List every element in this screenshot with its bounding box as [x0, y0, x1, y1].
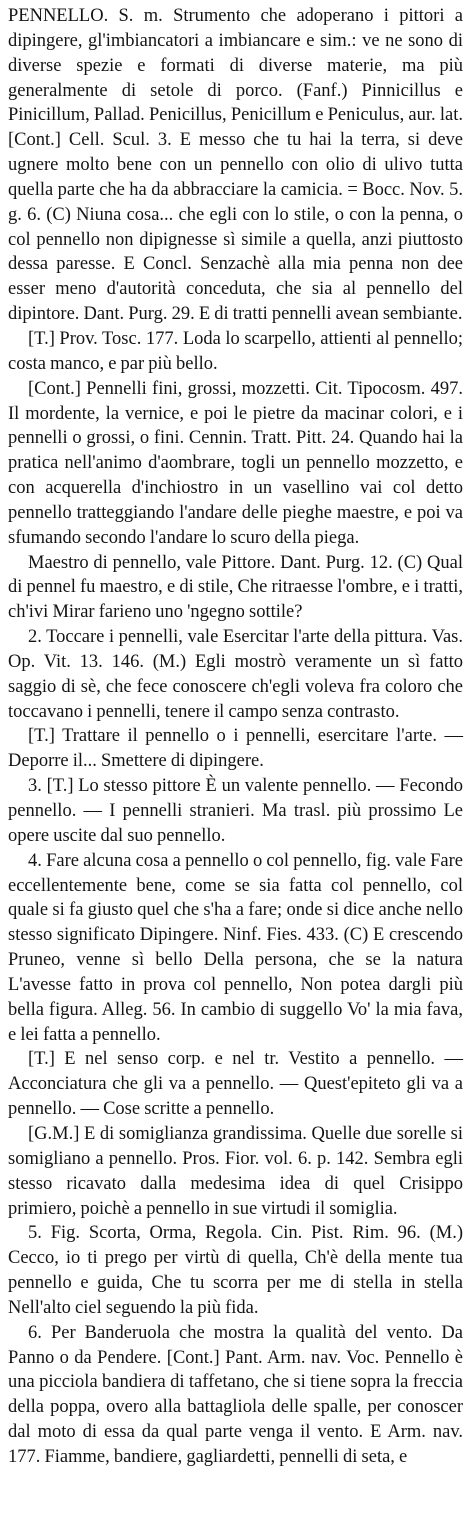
entry-somiglianza: [G.M.] E di somiglianza grandissima. Quelle due sorelle si somigliano a pennello. Pros. Fior. vol. 6. p. 142. Sembra egli stesso ricavato dalla medesima idea di quel Crisippo primiero, poichè a pennello in sue virtudi il somiglia.	[8, 1123, 463, 1219]
entry-pennelli-fini: [Cont.] Pennelli fini, grossi, mozzetti. Cit. Tipocosm. 497. Il mordente, la vernice, e poi le pietre da macinar colori, e i pennelli o grossi, o fini. Cennin. Tratt. Pitt. 24. Quando hai la pratica nell'animo d'aombrare, togli un pennello mozzetto, e con acquerella d'inchiostro in un vasellino vai col detto pennello tratteggiando l'andare delle pieghe maestre, e poi va sfumando secondo l'andare lo scuro della piega.	[8, 378, 463, 548]
entry-vestito-a-pennello: [T.] E nel senso corp. e nel tr. Vestito a pennello. — Acconciatura che gli va a pennello. — Quest'epiteto gli va a pennello. — Cose scritte a pennello.	[8, 1049, 463, 1120]
entry-sense-6: 6. Per Banderuola che mostra la qualità del vento. Da Panno o da Pendere. [Cont.] Pant. Arm. nav. Voc. Pennello è una picciola bandiera di taffetano, che si tiene sopra la freccia della poppa, overo alla battagliola delle spalle, per conoscer dal moto di essa da qual parte venga il vento. E Arm. nav. 177. Fiamme, bandiere, gagliardetti, pennelli di seta, e	[8, 1322, 463, 1467]
entry-sense-3: 3. [T.] Lo stesso pittore È un valente pennello. — Fecondo pennello. — I pennelli stranieri. Ma trasl. più prossimo Le opere uscite dal suo pennello.	[8, 776, 463, 846]
entry-sense-2: 2. Toccare i pennelli, vale Esercitar l'arte della pittura. Vas. Op. Vit. 13. 146. (M.) Egli mostrò veramente un sì fatto saggio di sè, che fece conoscere ch'egli voleva fra coloro che toccavano i pennelli, tenere il campo senza contrasto.	[8, 627, 463, 722]
entry-maestro-di-pennello: Maestro di pennello, vale Pittore. Dant. Purg. 12. (C) Qual di pennel fu maestro, e di stile, Che ritraesse l'ombre, e i tratti, ch'ivi Mirar farieno uno 'ngegno sottile?	[8, 552, 463, 623]
entry-pennello: PENNELLO. S. m. Strumento che adoperano i pittori a dipingere, gl'imbiancatori a imbiancare e sim.: ve ne sono di diverse spezie e formati di diverse materie, ma più generalmente di setole di porco. (Fanf.) Pinnicillus e Pinicillum, Pallad. Penicillus, Penicillum e Peniculus, aur. lat. [Cont.] Cell. Scul. 3. E messo che tu hai la terra, si deve ugnere molto bene con un pennello con olio di ulivo tutta quella parte che ha da abbracciare la camicia. = Bocc. Nov. 5. g. 6. (C) Niuna cosa... che egli con lo stile, o con la penna, o col pennello non dipignesse sì simile a quella, anzi piuttosto dessa paresse. E Concl. Senzachè alla mia penna non dee esser meno d'autorità conceduta, che sia al pennello del dipintore. Dant. Purg. 29. E di tratti pennelli avean sembiante.	[8, 6, 463, 325]
entry-sense-5: 5. Fig. Scorta, Orma, Regola. Cin. Pist. Rim. 96. (M.) Cecco, io ti prego per virtù di quella, Ch'è della mente tua pennello e guida, Che tu scorra per me di stella in stella Nell'alto ciel seguendo la più fida.	[8, 1223, 463, 1318]
entry-proverb: [T.] Prov. Tosc. 177. Loda lo scarpello, attienti al pennello; costa manco, e par più bello.	[8, 328, 463, 374]
entry-sense-4: 4. Fare alcuna cosa a pennello o col pennello, fig. vale Fare eccellentemente bene, come se sia fatta col pennello, col quale si fa giusto quel che s'ha a fare; onde si dice anche nello stesso significato Dipingere. Ninf. Fies. 433. (C) E crescendo Pruneo, venne sì bello Della persona, che se la natura L'avesse fatto in prova col pennello, Non potea dargli più bella figura. Alleg. 56. In cambio di suggello Vo' la mia fava, e lei fatta a pennello.	[8, 850, 463, 1045]
entry-trattare-il-pennello: [T.] Trattare il pennello o i pennelli, esercitare l'arte. — Deporre il... Smettere di dipingere.	[8, 726, 463, 772]
